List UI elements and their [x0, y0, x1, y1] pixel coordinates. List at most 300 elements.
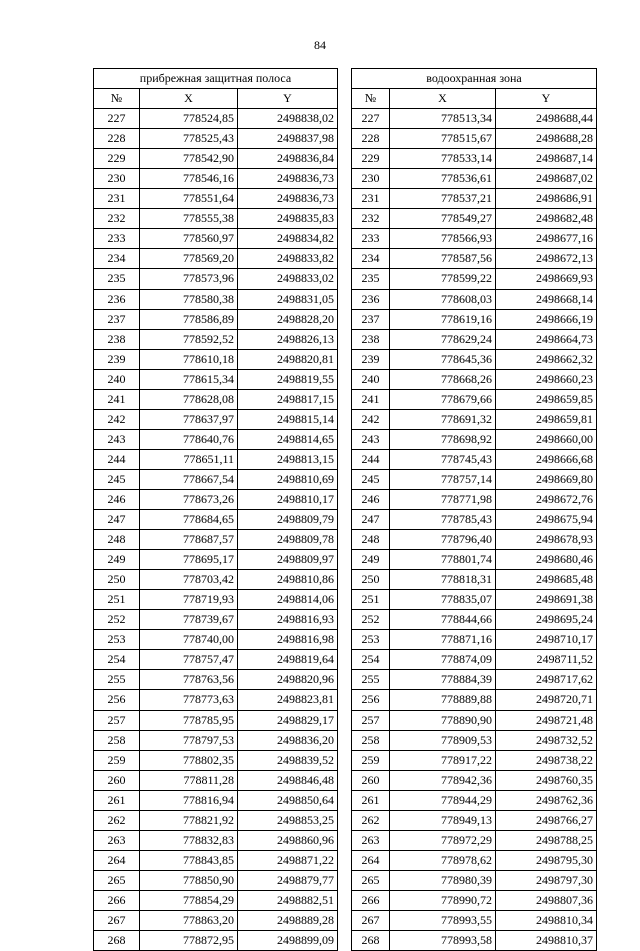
column-header-x: X — [390, 89, 496, 109]
x-coordinate: 778691,32 — [390, 409, 496, 429]
table-row — [352, 630, 597, 650]
x-coordinate: 778757,47 — [140, 650, 238, 670]
x-coordinate: 778850,90 — [140, 870, 238, 890]
x-coordinate: 778628,08 — [140, 389, 238, 409]
x-coordinate: 778972,29 — [390, 830, 496, 850]
table-row — [94, 169, 338, 189]
x-coordinate: 778587,56 — [390, 249, 496, 269]
x-coordinate: 778993,58 — [390, 931, 496, 951]
y-coordinate: 2498814,06 — [238, 590, 338, 610]
point-number: 235 — [94, 269, 140, 289]
water-protection-zone-table — [351, 68, 597, 951]
point-number: 266 — [94, 890, 140, 910]
y-coordinate: 2498815,14 — [238, 409, 338, 429]
y-coordinate: 2498691,38 — [496, 590, 597, 610]
y-coordinate: 2498766,27 — [496, 810, 597, 830]
y-coordinate: 2498882,51 — [238, 890, 338, 910]
x-coordinate: 778586,89 — [140, 309, 238, 329]
y-coordinate: 2498675,94 — [496, 510, 597, 530]
x-coordinate: 778560,97 — [140, 229, 238, 249]
point-number: 233 — [352, 229, 390, 249]
point-number: 239 — [352, 349, 390, 369]
point-number: 228 — [352, 129, 390, 149]
x-coordinate: 778703,42 — [140, 570, 238, 590]
table-row — [352, 570, 597, 590]
x-coordinate: 778872,95 — [140, 931, 238, 951]
y-coordinate: 2498686,91 — [496, 189, 597, 209]
table-row — [94, 910, 338, 930]
point-number: 246 — [352, 489, 390, 509]
y-coordinate: 2498889,28 — [238, 910, 338, 930]
point-number: 253 — [94, 630, 140, 650]
x-coordinate: 778773,63 — [140, 690, 238, 710]
point-number: 258 — [94, 730, 140, 750]
point-number: 242 — [94, 409, 140, 429]
x-coordinate: 778843,85 — [140, 850, 238, 870]
table-row — [94, 469, 338, 489]
point-number: 257 — [94, 710, 140, 730]
table-row — [94, 409, 338, 429]
table-row — [352, 329, 597, 349]
point-number: 265 — [352, 870, 390, 890]
y-coordinate: 2498813,15 — [238, 449, 338, 469]
x-coordinate: 778546,16 — [140, 169, 238, 189]
table-row — [352, 550, 597, 570]
point-number: 243 — [94, 429, 140, 449]
y-coordinate: 2498672,13 — [496, 249, 597, 269]
point-number: 253 — [352, 630, 390, 650]
y-coordinate: 2498669,93 — [496, 269, 597, 289]
x-coordinate: 778566,93 — [390, 229, 496, 249]
point-number: 251 — [94, 590, 140, 610]
table-row — [352, 309, 597, 329]
point-number: 231 — [352, 189, 390, 209]
point-number: 265 — [94, 870, 140, 890]
x-coordinate: 778668,26 — [390, 369, 496, 389]
column-header-x: X — [140, 89, 238, 109]
y-coordinate: 2498807,36 — [496, 890, 597, 910]
y-coordinate: 2498836,73 — [238, 189, 338, 209]
point-number: 268 — [94, 931, 140, 951]
x-coordinate: 778854,29 — [140, 890, 238, 910]
point-number: 262 — [352, 810, 390, 830]
table-row — [94, 730, 338, 750]
point-number: 259 — [94, 750, 140, 770]
table-row — [94, 429, 338, 449]
x-coordinate: 778533,14 — [390, 149, 496, 169]
y-coordinate: 2498833,82 — [238, 249, 338, 269]
point-number: 231 — [94, 189, 140, 209]
y-coordinate: 2498819,55 — [238, 369, 338, 389]
point-number: 261 — [352, 790, 390, 810]
table-row — [352, 249, 597, 269]
y-coordinate: 2498871,22 — [238, 850, 338, 870]
y-coordinate: 2498680,46 — [496, 550, 597, 570]
table-row — [352, 389, 597, 409]
x-coordinate: 778679,66 — [390, 389, 496, 409]
y-coordinate: 2498816,98 — [238, 630, 338, 650]
y-coordinate: 2498721,48 — [496, 710, 597, 730]
page-number: 84 — [314, 38, 326, 52]
x-coordinate: 778619,16 — [390, 309, 496, 329]
point-number: 237 — [352, 309, 390, 329]
table-row — [352, 590, 597, 610]
point-number: 249 — [352, 550, 390, 570]
x-coordinate: 778811,28 — [140, 770, 238, 790]
x-coordinate: 778785,95 — [140, 710, 238, 730]
x-coordinate: 778536,61 — [390, 169, 496, 189]
table-row — [94, 349, 338, 369]
table-row — [352, 810, 597, 830]
y-coordinate: 2498816,93 — [238, 610, 338, 630]
y-coordinate: 2498669,80 — [496, 469, 597, 489]
y-coordinate: 2498836,20 — [238, 730, 338, 750]
point-number: 229 — [94, 149, 140, 169]
point-number: 235 — [352, 269, 390, 289]
x-coordinate: 778889,88 — [390, 690, 496, 710]
x-coordinate: 778667,54 — [140, 469, 238, 489]
y-coordinate: 2498829,17 — [238, 710, 338, 730]
y-coordinate: 2498685,48 — [496, 570, 597, 590]
point-number: 268 — [352, 931, 390, 951]
y-coordinate: 2498836,73 — [238, 169, 338, 189]
x-coordinate: 778698,92 — [390, 429, 496, 449]
table-row — [352, 349, 597, 369]
y-coordinate: 2498820,81 — [238, 349, 338, 369]
table-row — [352, 209, 597, 229]
point-number: 239 — [94, 349, 140, 369]
x-coordinate: 778993,55 — [390, 910, 496, 930]
point-number: 255 — [352, 670, 390, 690]
y-coordinate: 2498839,52 — [238, 750, 338, 770]
y-coordinate: 2498828,20 — [238, 309, 338, 329]
point-number: 238 — [94, 329, 140, 349]
y-coordinate: 2498879,77 — [238, 870, 338, 890]
point-number: 252 — [94, 610, 140, 630]
x-coordinate: 778640,76 — [140, 429, 238, 449]
point-number: 228 — [94, 129, 140, 149]
x-coordinate: 778513,34 — [390, 109, 496, 129]
y-coordinate: 2498809,78 — [238, 530, 338, 550]
x-coordinate: 778909,53 — [390, 730, 496, 750]
y-coordinate: 2498659,81 — [496, 409, 597, 429]
x-coordinate: 778551,64 — [140, 189, 238, 209]
table-row — [352, 169, 597, 189]
y-coordinate: 2498717,62 — [496, 670, 597, 690]
y-coordinate: 2498788,25 — [496, 830, 597, 850]
y-coordinate: 2498809,79 — [238, 510, 338, 530]
table-row — [94, 830, 338, 850]
x-coordinate: 778818,31 — [390, 570, 496, 590]
y-coordinate: 2498795,30 — [496, 850, 597, 870]
column-header-number: № — [352, 89, 390, 109]
x-coordinate: 778871,16 — [390, 630, 496, 650]
y-coordinate: 2498850,64 — [238, 790, 338, 810]
x-coordinate: 778890,90 — [390, 710, 496, 730]
table-row — [94, 289, 338, 309]
table-row — [352, 610, 597, 630]
y-coordinate: 2498817,15 — [238, 389, 338, 409]
y-coordinate: 2498838,02 — [238, 109, 338, 129]
point-number: 261 — [94, 790, 140, 810]
point-number: 245 — [94, 469, 140, 489]
y-coordinate: 2498668,14 — [496, 289, 597, 309]
x-coordinate: 778651,11 — [140, 449, 238, 469]
table-row — [94, 530, 338, 550]
table-title: прибрежная защитная полоса — [94, 69, 338, 89]
point-number: 263 — [352, 830, 390, 850]
table-row — [94, 870, 338, 890]
point-number: 252 — [352, 610, 390, 630]
y-coordinate: 2498720,71 — [496, 690, 597, 710]
x-coordinate: 778569,20 — [140, 249, 238, 269]
point-number: 257 — [352, 710, 390, 730]
table-row — [352, 910, 597, 930]
point-number: 260 — [352, 770, 390, 790]
x-coordinate: 778515,67 — [390, 129, 496, 149]
y-coordinate: 2498687,02 — [496, 169, 597, 189]
table-title: водоохранная зона — [352, 69, 597, 89]
table-row — [352, 409, 597, 429]
y-coordinate: 2498814,65 — [238, 429, 338, 449]
point-number: 227 — [94, 109, 140, 129]
table-row — [352, 469, 597, 489]
y-coordinate: 2498835,83 — [238, 209, 338, 229]
y-coordinate: 2498831,05 — [238, 289, 338, 309]
point-number: 244 — [94, 449, 140, 469]
table-row — [94, 650, 338, 670]
point-number: 267 — [94, 910, 140, 930]
point-number: 262 — [94, 810, 140, 830]
table-row — [352, 429, 597, 449]
y-coordinate: 2498664,73 — [496, 329, 597, 349]
table-row — [352, 770, 597, 790]
y-coordinate: 2498682,48 — [496, 209, 597, 229]
point-number: 248 — [94, 530, 140, 550]
point-number: 256 — [94, 690, 140, 710]
table-row — [352, 830, 597, 850]
table-row — [352, 530, 597, 550]
y-coordinate: 2498819,64 — [238, 650, 338, 670]
point-number: 266 — [352, 890, 390, 910]
y-coordinate: 2498659,85 — [496, 389, 597, 409]
column-header-y: Y — [496, 89, 597, 109]
y-coordinate: 2498710,17 — [496, 630, 597, 650]
point-number: 238 — [352, 329, 390, 349]
table-row — [352, 289, 597, 309]
x-coordinate: 778695,17 — [140, 550, 238, 570]
x-coordinate: 778771,98 — [390, 489, 496, 509]
x-coordinate: 778555,38 — [140, 209, 238, 229]
table-row — [94, 249, 338, 269]
table-row — [352, 730, 597, 750]
x-coordinate: 778796,40 — [390, 530, 496, 550]
table-row — [94, 770, 338, 790]
y-coordinate: 2498810,86 — [238, 570, 338, 590]
point-number: 256 — [352, 690, 390, 710]
point-number: 234 — [352, 249, 390, 269]
table-row — [352, 129, 597, 149]
coastal-protection-strip-table — [93, 68, 338, 951]
point-number: 230 — [94, 169, 140, 189]
y-coordinate: 2498666,19 — [496, 309, 597, 329]
table-row — [352, 931, 597, 951]
y-coordinate: 2498732,52 — [496, 730, 597, 750]
y-coordinate: 2498836,84 — [238, 149, 338, 169]
point-number: 230 — [352, 169, 390, 189]
table-row — [352, 489, 597, 509]
x-coordinate: 778719,93 — [140, 590, 238, 610]
point-number: 263 — [94, 830, 140, 850]
table-row — [352, 369, 597, 389]
y-coordinate: 2498860,96 — [238, 830, 338, 850]
point-number: 248 — [352, 530, 390, 550]
y-coordinate: 2498738,22 — [496, 750, 597, 770]
point-number: 232 — [94, 209, 140, 229]
table-row — [352, 870, 597, 890]
point-number: 258 — [352, 730, 390, 750]
x-coordinate: 778525,43 — [140, 129, 238, 149]
point-number: 247 — [352, 510, 390, 530]
y-coordinate: 2498826,13 — [238, 329, 338, 349]
y-coordinate: 2498834,82 — [238, 229, 338, 249]
x-coordinate: 778802,35 — [140, 750, 238, 770]
x-coordinate: 778990,72 — [390, 890, 496, 910]
y-coordinate: 2498688,44 — [496, 109, 597, 129]
point-number: 264 — [94, 850, 140, 870]
point-number: 233 — [94, 229, 140, 249]
table-row — [352, 650, 597, 670]
x-coordinate: 778549,27 — [390, 209, 496, 229]
table-row — [94, 690, 338, 710]
y-coordinate: 2498687,14 — [496, 149, 597, 169]
x-coordinate: 778684,65 — [140, 510, 238, 530]
y-coordinate: 2498678,93 — [496, 530, 597, 550]
y-coordinate: 2498695,24 — [496, 610, 597, 630]
table-row — [94, 610, 338, 630]
table-row — [94, 570, 338, 590]
table-row — [352, 670, 597, 690]
point-number: 237 — [94, 309, 140, 329]
table-row — [352, 109, 597, 129]
x-coordinate: 778740,00 — [140, 630, 238, 650]
table-row — [94, 189, 338, 209]
x-coordinate: 778673,26 — [140, 489, 238, 509]
table-row — [94, 369, 338, 389]
table-row — [352, 850, 597, 870]
point-number: 227 — [352, 109, 390, 129]
point-number: 244 — [352, 449, 390, 469]
x-coordinate: 778757,14 — [390, 469, 496, 489]
y-coordinate: 2498660,23 — [496, 369, 597, 389]
point-number: 232 — [352, 209, 390, 229]
x-coordinate: 778637,97 — [140, 409, 238, 429]
column-header-y: Y — [238, 89, 338, 109]
point-number: 243 — [352, 429, 390, 449]
table-row — [94, 109, 338, 129]
point-number: 249 — [94, 550, 140, 570]
y-coordinate: 2498688,28 — [496, 129, 597, 149]
x-coordinate: 778978,62 — [390, 850, 496, 870]
x-coordinate: 778821,92 — [140, 810, 238, 830]
table-row — [352, 510, 597, 530]
x-coordinate: 778797,53 — [140, 730, 238, 750]
table-row — [94, 209, 338, 229]
point-number: 255 — [94, 670, 140, 690]
table-row — [94, 890, 338, 910]
point-number: 254 — [352, 650, 390, 670]
table-row — [352, 790, 597, 810]
x-coordinate: 778580,38 — [140, 289, 238, 309]
point-number: 264 — [352, 850, 390, 870]
table-row — [94, 149, 338, 169]
x-coordinate: 778949,13 — [390, 810, 496, 830]
table-row — [352, 229, 597, 249]
table-row — [352, 710, 597, 730]
table-row — [94, 489, 338, 509]
table-row — [94, 510, 338, 530]
x-coordinate: 778863,20 — [140, 910, 238, 930]
x-coordinate: 778629,24 — [390, 329, 496, 349]
y-coordinate: 2498810,37 — [496, 931, 597, 951]
point-number: 251 — [352, 590, 390, 610]
y-coordinate: 2498666,68 — [496, 449, 597, 469]
y-coordinate: 2498833,02 — [238, 269, 338, 289]
table-row — [94, 389, 338, 409]
point-number: 254 — [94, 650, 140, 670]
table-row — [94, 790, 338, 810]
x-coordinate: 778524,85 — [140, 109, 238, 129]
x-coordinate: 778608,03 — [390, 289, 496, 309]
y-coordinate: 2498662,32 — [496, 349, 597, 369]
point-number: 240 — [352, 369, 390, 389]
x-coordinate: 778687,57 — [140, 530, 238, 550]
y-coordinate: 2498810,34 — [496, 910, 597, 930]
table-row — [94, 630, 338, 650]
x-coordinate: 778816,94 — [140, 790, 238, 810]
x-coordinate: 778844,66 — [390, 610, 496, 630]
x-coordinate: 778645,36 — [390, 349, 496, 369]
point-number: 260 — [94, 770, 140, 790]
y-coordinate: 2498809,97 — [238, 550, 338, 570]
x-coordinate: 778801,74 — [390, 550, 496, 570]
y-coordinate: 2498797,30 — [496, 870, 597, 890]
x-coordinate: 778537,21 — [390, 189, 496, 209]
table-row — [94, 550, 338, 570]
x-coordinate: 778874,09 — [390, 650, 496, 670]
point-number: 234 — [94, 249, 140, 269]
table-row — [94, 810, 338, 830]
y-coordinate: 2498810,69 — [238, 469, 338, 489]
x-coordinate: 778835,07 — [390, 590, 496, 610]
table-row — [352, 890, 597, 910]
table-row — [94, 670, 338, 690]
x-coordinate: 778832,83 — [140, 830, 238, 850]
x-coordinate: 778763,56 — [140, 670, 238, 690]
table-row — [352, 189, 597, 209]
y-coordinate: 2498762,36 — [496, 790, 597, 810]
table-row — [94, 710, 338, 730]
x-coordinate: 778599,22 — [390, 269, 496, 289]
point-number: 250 — [94, 570, 140, 590]
x-coordinate: 778745,43 — [390, 449, 496, 469]
table-row — [94, 129, 338, 149]
y-coordinate: 2498711,52 — [496, 650, 597, 670]
table-row — [94, 449, 338, 469]
point-number: 259 — [352, 750, 390, 770]
table-row — [94, 590, 338, 610]
x-coordinate: 778573,96 — [140, 269, 238, 289]
